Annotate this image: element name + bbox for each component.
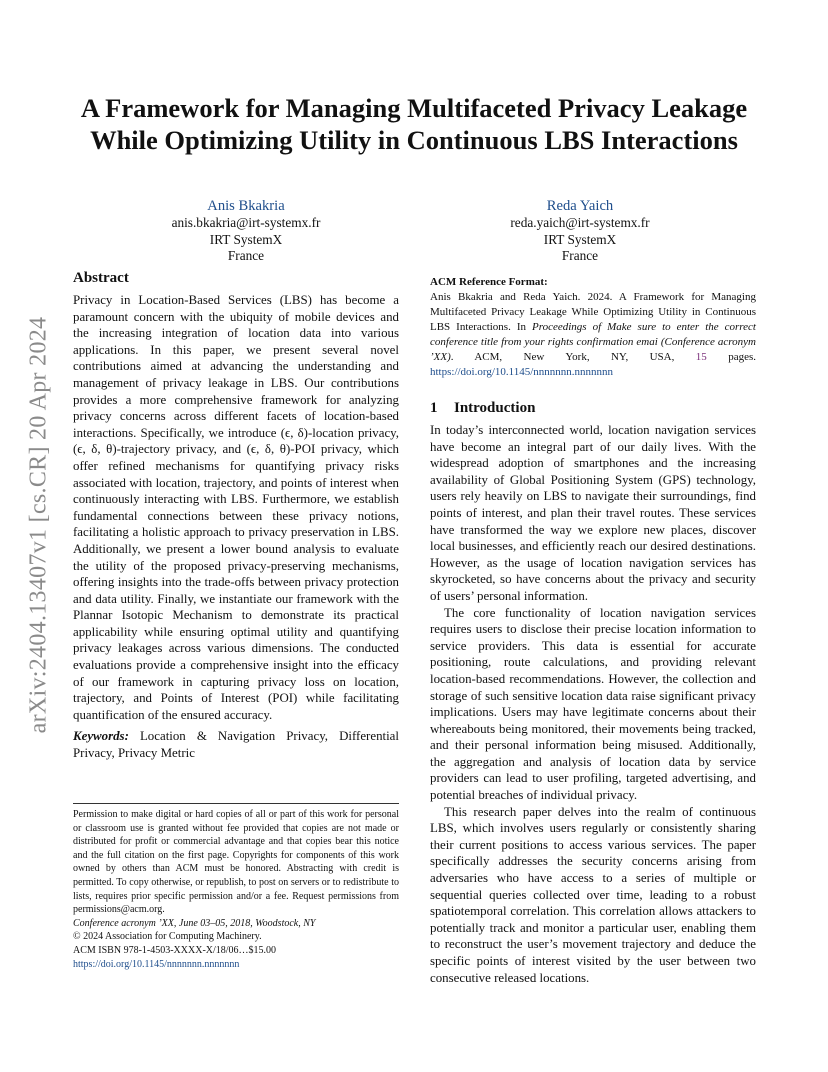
intro-paragraph: The core functionality of location navigation services requires users to disclose their precise location information to service providers. This data is essential for accurate positioning, route calculations, and providing relevant location-based recommendations. However, the collection and storage of such sensitive location data raise significant privacy implications. Users may have legitimate concerns about their whereabouts being monitored, their movements being tracked, and their personal information being misused. Additionally, the aggregation and analysis of location data by service providers can lead to user profiling, targeted advertising, and potential breaches of individual privacy. [430, 605, 756, 803]
arxiv-stamp [24, 290, 54, 760]
paper-title: A Framework for Managing Multifaceted Privacy Leakage While Optimizing Utility in Continuous LBS Interactions [80, 93, 748, 155]
acm-reference-label: ACM Reference Format: [430, 276, 548, 288]
copyright-line: © 2024 Association for Computing Machinery. [73, 931, 262, 943]
permission-block [73, 808, 399, 971]
author-name[interactable]: Anis Bkakria [207, 198, 285, 214]
author-email: anis.bkakria@irt-systemx.fr [171, 215, 321, 230]
acm-reference-pages-link[interactable]: 15 [695, 351, 707, 363]
keywords [73, 728, 399, 761]
author-affiliation: IRT SystemX [209, 231, 283, 247]
acm-reference-publisher: . ACM, New York, NY, USA, [450, 351, 696, 363]
conference-line: Conference acronym ’XX, June 03–05, 2018, Woodstock, NY [73, 917, 316, 929]
acm-reference-text: Anis Bkakria and Reda Yaich. 2024. A Framework for Managing Multifaceted Privacy Leakage While Optimizing Utility in Continuous LBS Interactions. In [430, 291, 756, 333]
intro-body [430, 422, 756, 986]
intro-paragraph: In today’s interconnected world, location navigation services have become an integral part of our daily lives. With the widespread adoption of smartphones and the increasing availability of Global Positioning System (GPS) technology, users rely heavily on LBS to navigate their surroundings, find points of interest, and plan their travel routes. These services have transformed the way we explore new places, discover local businesses, and efficiently reach our desired destinations. However, as the usage of location navigation services has skyrocketed, so have concerns about the privacy and security of users’ personal information. [430, 423, 756, 603]
acm-reference [430, 275, 756, 380]
permission-text: Permission to make digital or hard copies of all or part of this work for personal or classroom use is granted without fee provided that copies are not made or distributed for profit or commercial advantage and that copies bear this notice and the full citation on the first page. Copyrights for components of this work owned by others than ACM must be honored. Abstracting with credit is permitted. To copy otherwise, or republish, to post on servers or to redistribute to lists, requires prior specific permission and/or a fee. Request permissions from permissions@acm.org. [73, 809, 399, 916]
intro-heading [430, 400, 535, 417]
acm-reference-pages-text: pages. [706, 351, 756, 363]
keywords-label: Keywords: [73, 729, 129, 743]
author-name[interactable]: Reda Yaich [546, 198, 614, 214]
author-affiliation: IRT SystemX [543, 231, 617, 247]
section-number: 1 [430, 400, 438, 416]
author-country: France [561, 248, 599, 264]
abstract-heading: Abstract [73, 270, 129, 286]
author-email: reda.yaich@irt-systemx.fr [510, 215, 650, 230]
author-block-1 [96, 197, 396, 265]
isbn-line: ACM ISBN 978-1-4503-XXXX-X/18/06…$15.00 [73, 944, 277, 956]
author-block-2 [430, 197, 730, 265]
keywords-text: Location & Navigation Privacy, Differential Privacy, Privacy Metric [73, 729, 399, 760]
author-country: France [227, 248, 265, 264]
footnote-rule [73, 803, 399, 804]
arxiv-stamp-text: arXiv:2404.13407v1 [cs.CR] 20 Apr 2024 [25, 316, 52, 734]
acm-reference-doi-link[interactable]: https://doi.org/10.1145/nnnnnnn.nnnnnnn [430, 366, 614, 378]
section-title: Introduction [454, 400, 536, 416]
intro-paragraph: This research paper delves into the realm of continuous LBS, which involves users regularly or consistently sharing their current positions to access various services. The paper specifically addresses the security concerns arising from adversaries who have access to a series of multiple or sequential queries collected over time, leading to a robust spatiotemporal correlation. This correlation allows attackers to potentially track and monitor a particular user, enabling them to reconstruct the user’s movement trajectory and deduce the specific points of interest visited by the user between two consecutive released locations. [430, 804, 756, 985]
abstract-text: Privacy in Location-Based Services (LBS) has become a paramount concern with the ubiquity of mobile devices and the increasing integration of location data into various applications. In this paper, we present several novel contributions aimed at advancing the understanding and management of privacy leakage in LBS. Our contributions provides a more comprehensive framework for analyzing privacy concerns across different facets of location-based interactions. Specifically, we introduce (ϵ, δ)-location privacy, (ϵ, δ, θ)-trajectory privacy, and (ϵ, δ, θ)-POI privacy, which offer refined mechanisms for quantifying privacy risks associated with location, trajectory, and points of interest when continuously interacting with LBS. Furthermore, we establish fundamental connections between these privacy notions, facilitating a holistic approach to privacy preservation in LBS. Additionally, we present a lower bound analysis to evaluate the utility of the proposed privacy-preserving mechanisms, offering insights into the trade-offs between privacy protection and data utility. Finally, we instantiate our framework with the Plannar Isotopic Mechanism to demonstrate its practical applicability while ensuring optimal utility and quantifying privacy leakages across various dimensions. The conducted evaluations provide a comprehensive insight into the efficacy of our framework in capturing privacy loss on location, trajectory, and Points of Interest (POI) while facilitating quantification of the ensured accuracy. [73, 293, 399, 722]
doi-link[interactable]: https://doi.org/10.1145/nnnnnnn.nnnnnnn [73, 958, 240, 970]
acm-reference-proceedings: Proceedings of Make sure to enter the correct conference title from your rights confirmation emai (Conference acronym ’XX) [430, 321, 756, 363]
